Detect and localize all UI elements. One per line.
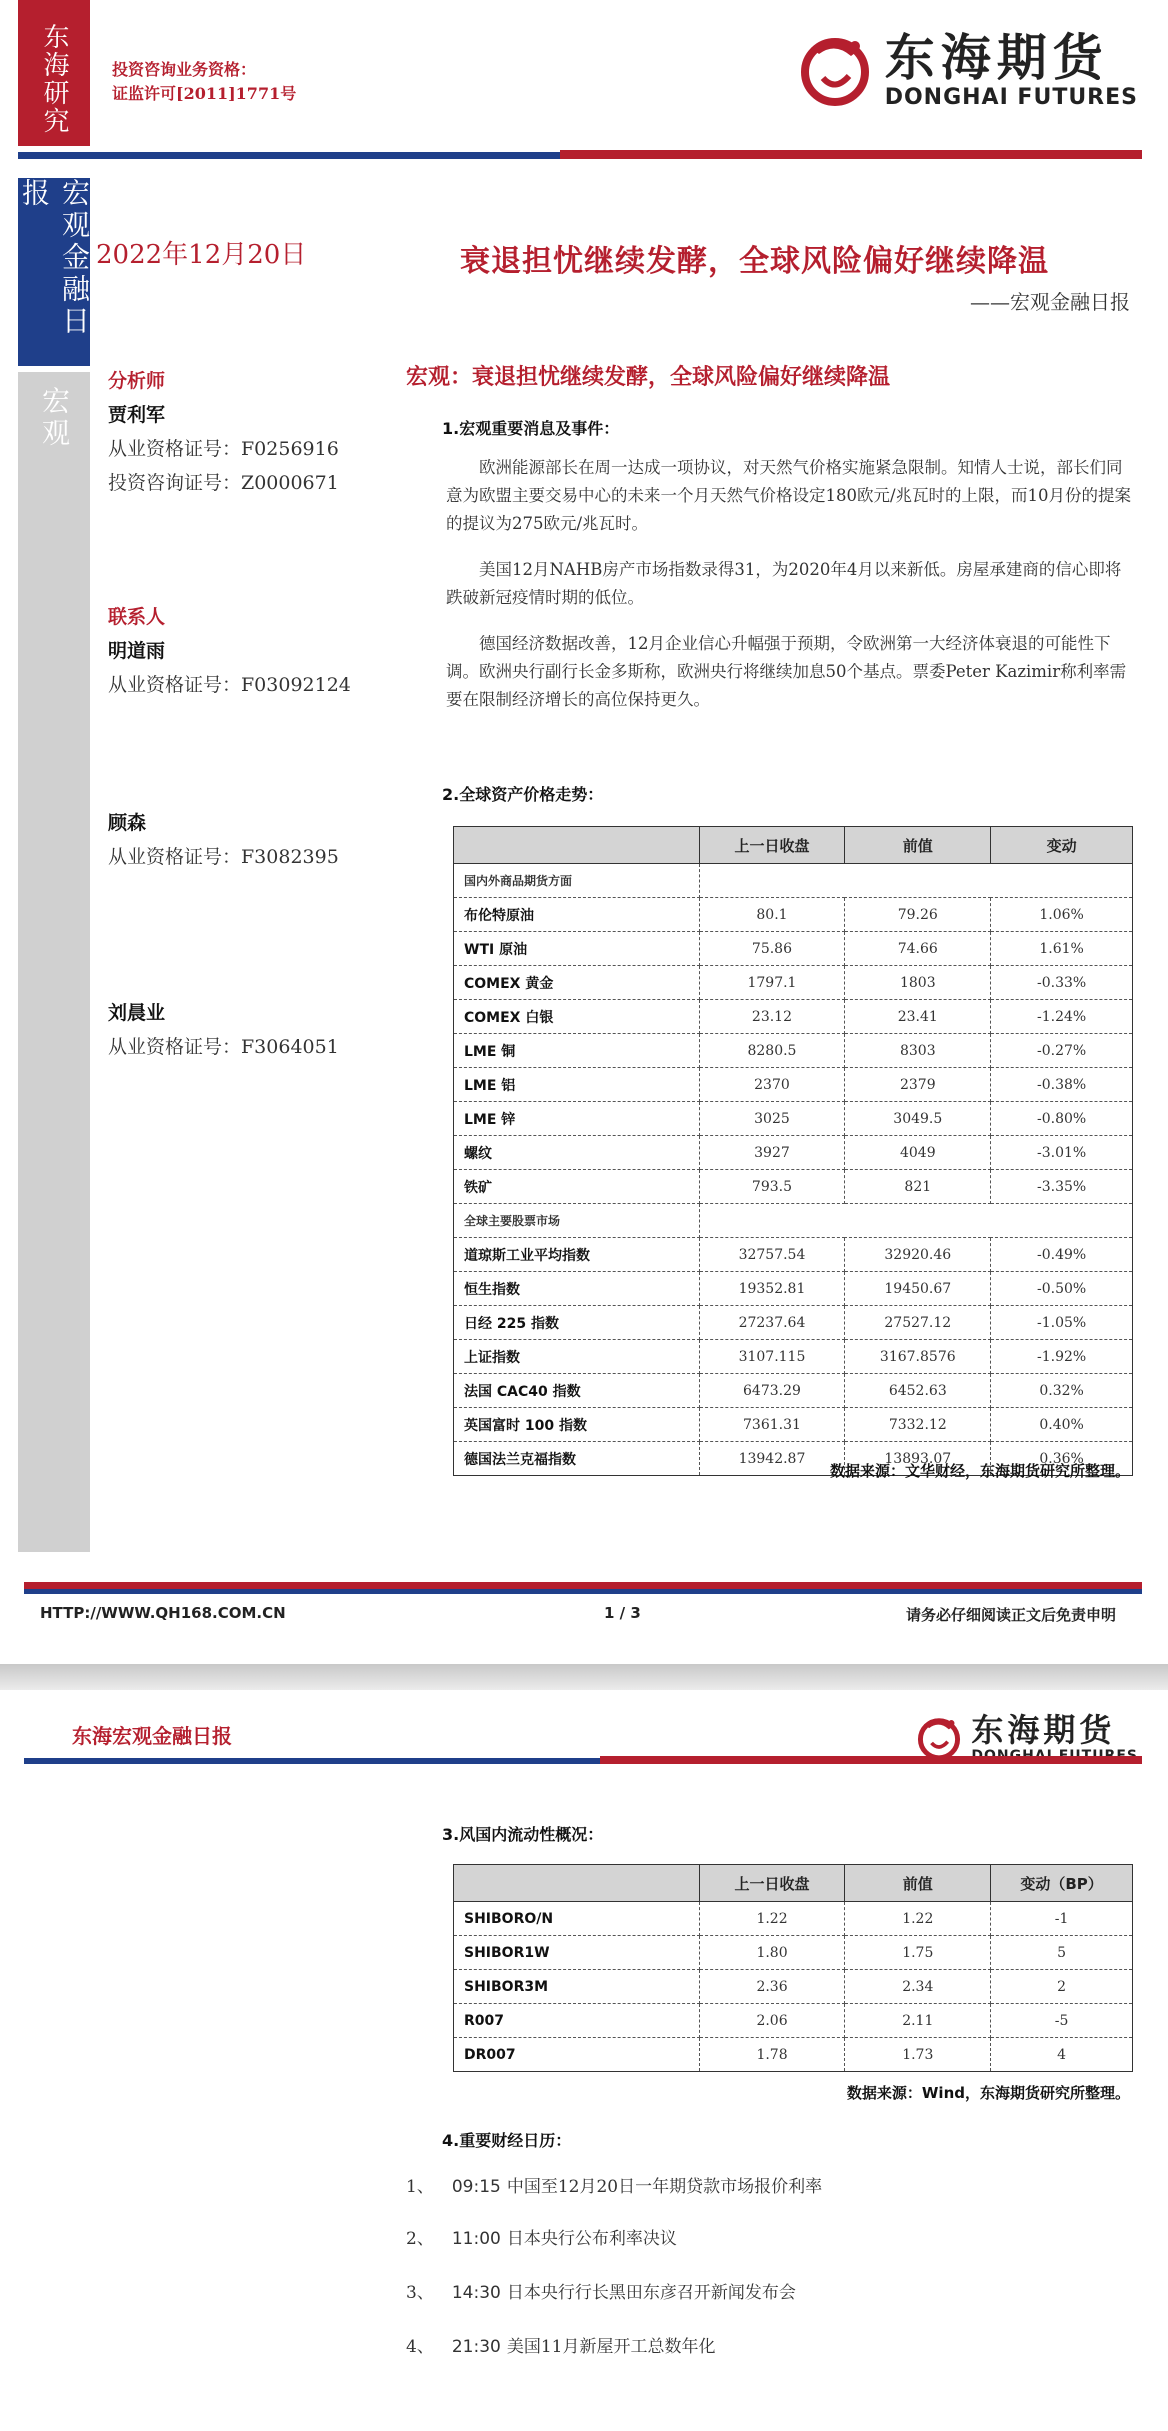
row-label: WTI 原油 (454, 932, 700, 966)
contact-2 (108, 806, 339, 874)
logo-cn: 东海期货 (884, 27, 1109, 87)
table-row (454, 2038, 1133, 2072)
analyst-cert: 从业资格证号：F0256916 (108, 438, 339, 460)
cell-value: 793.5 (699, 1170, 845, 1204)
license-info (112, 58, 296, 106)
analyst-cert: 投资咨询证号：Z0000671 (108, 472, 339, 494)
table-row (454, 1936, 1133, 1970)
cell-value: 27527.12 (845, 1306, 991, 1340)
cell-value: 8303 (845, 1034, 991, 1068)
prices-table (453, 826, 1133, 1476)
cell-value: -0.49% (991, 1238, 1133, 1272)
cell-value: -5 (991, 2004, 1133, 2038)
table-row (454, 1034, 1133, 1068)
cell-value: 1.78 (699, 2038, 845, 2072)
liquidity-table (453, 1864, 1133, 2072)
cell-value: -0.33% (991, 966, 1133, 1000)
footer-page-number: 1 / 3 (604, 1604, 641, 1622)
cell-value: 2.06 (699, 2004, 845, 2038)
cell-value: 32920.46 (845, 1238, 991, 1272)
column-header: 变动 (991, 827, 1133, 864)
row-label: 布伦特原油 (454, 898, 700, 932)
cell-value: 79.26 (845, 898, 991, 932)
license-line-2: 证监许可[2011]1771号 (112, 84, 297, 103)
cell-value: 19352.81 (699, 1272, 845, 1306)
table-row (454, 1970, 1133, 2004)
liquidity-source: 数据来源：Wind，东海期货研究所整理。 (846, 2084, 1130, 2102)
calendar-event: 日本央行公布利率决议 (506, 2229, 677, 2249)
cell-value: 4 (991, 2038, 1133, 2072)
calendar-num: 1、 (406, 2177, 434, 2197)
report-subtitle: ——宏观金融日报 (970, 290, 1130, 314)
license-line-1: 投资咨询业务资格： (112, 60, 257, 79)
table-row (454, 1374, 1133, 1408)
calendar-item (406, 2332, 715, 2357)
cell-value: 1.80 (699, 1936, 845, 1970)
contact-1 (108, 600, 351, 702)
row-label: SHIBORO/N (454, 1902, 700, 1936)
cell-value: -0.50% (991, 1272, 1133, 1306)
cell-value: 4049 (845, 1136, 991, 1170)
cell-value: 3049.5 (845, 1102, 991, 1136)
cell-value: 1803 (845, 966, 991, 1000)
calendar-event: 美国11月新屋开工总数年化 (506, 2337, 716, 2357)
dragon-logo-icon (793, 28, 877, 112)
table-row (454, 1136, 1133, 1170)
row-label: LME 铝 (454, 1068, 700, 1102)
contact-name: 顾森 (108, 812, 147, 834)
analyst-role: 分析师 (108, 370, 166, 392)
liquidity-heading: 3.风国内流动性概况： (442, 1825, 604, 1844)
calendar-item (406, 2224, 677, 2249)
cell-value: 80.1 (699, 898, 845, 932)
cell-value: 3025 (699, 1102, 845, 1136)
column-header: 前值 (845, 1865, 991, 1902)
cell-value: 821 (845, 1170, 991, 1204)
cell-value: 27237.64 (699, 1306, 845, 1340)
news-paragraph: 德国经济数据改善，12月企业信心升幅强于预期，令欧洲第一大经济体衰退的可能性下调。欧洲央行副行长金多斯称，欧洲央行将继续加息50个基点。票委Peter Kazimir称利率需要在限制经济增长的高位保持更久。 (446, 634, 1127, 709)
cell-value: -1.05% (991, 1306, 1133, 1340)
cell-value: 1.73 (845, 2038, 991, 2072)
row-label: R007 (454, 2004, 700, 2038)
contact-role: 联系人 (108, 606, 166, 628)
table-header-row (454, 1865, 1133, 1902)
group-label: 国内外商品期货方面 (454, 864, 700, 898)
report-date: 2022年12月20日 (96, 240, 307, 270)
table-header-row (454, 827, 1133, 864)
cell-value: -1.24% (991, 1000, 1133, 1034)
row-label: COMEX 黄金 (454, 966, 700, 1000)
sidebar-sub: 宏观 (38, 386, 71, 450)
table-row (454, 2004, 1133, 2038)
sidebar-panel (18, 372, 90, 1552)
row-label: 日经 225 指数 (454, 1306, 700, 1340)
news-paragraph: 美国12月NAHB房产市场指数录得31，为2020年4月以来新低。房屋承建商的信心即将跌破新冠疫情时期的低位。 (446, 560, 1122, 607)
cell-value: 1.22 (699, 1902, 845, 1936)
calendar-time: 11:00 (451, 2229, 501, 2249)
row-label: 德国法兰克福指数 (454, 1442, 700, 1476)
group-spacer (699, 1204, 1132, 1238)
cell-value: 0.36% (991, 1442, 1133, 1476)
cell-value: 1.06% (991, 898, 1133, 932)
row-label: 恒生指数 (454, 1272, 700, 1306)
cell-value: 19450.67 (845, 1272, 991, 1306)
column-header: 变动（BP） (991, 1865, 1133, 1902)
column-header: 上一日收盘 (699, 1865, 845, 1902)
table-row (454, 898, 1133, 932)
row-label: 铁矿 (454, 1170, 700, 1204)
footer-disclaimer: 请务必仔细阅读正文后免责申明 (905, 1606, 1116, 1624)
calendar-item (406, 2172, 822, 2197)
cell-value: 6452.63 (845, 1374, 991, 1408)
calendar-item (406, 2278, 796, 2303)
group-label: 全球主要股票市场 (454, 1204, 700, 1238)
footer-rule-red (24, 1582, 1142, 1589)
cell-value: 13942.87 (699, 1442, 845, 1476)
cell-value: 0.40% (991, 1408, 1133, 1442)
logo-en: DONGHAI FUTURES (884, 84, 1138, 110)
cell-value: 8280.5 (699, 1034, 845, 1068)
cell-value: 7361.31 (699, 1408, 845, 1442)
contact-cert: 从业资格证号：F3082395 (108, 846, 339, 868)
cell-value: -0.80% (991, 1102, 1133, 1136)
cell-value: 74.66 (845, 932, 991, 966)
table-group-row (454, 864, 1133, 898)
contact-cert: 从业资格证号：F3064051 (108, 1036, 339, 1058)
sidebar-category: 宏观金融日报 (18, 178, 90, 366)
row-label: DR007 (454, 2038, 700, 2072)
cell-value: -3.01% (991, 1136, 1133, 1170)
cell-value: 2.11 (845, 2004, 991, 2038)
cell-value: -3.35% (991, 1170, 1133, 1204)
brand-tab: 东海研究 (18, 0, 90, 146)
page2-rule-red (600, 1756, 1142, 1764)
calendar-num: 4、 (406, 2337, 434, 2357)
column-header: 上一日收盘 (699, 827, 845, 864)
row-label: COMEX 白银 (454, 1000, 700, 1034)
table-row (454, 932, 1133, 966)
analyst-name: 贾利军 (108, 404, 166, 426)
row-label: 上证指数 (454, 1340, 700, 1374)
cell-value: 7332.12 (845, 1408, 991, 1442)
column-header: 前值 (845, 827, 991, 864)
column-header (454, 827, 700, 864)
cell-value: 1.75 (845, 1936, 991, 1970)
donghai-logo (793, 28, 1138, 112)
row-label: LME 锌 (454, 1102, 700, 1136)
cell-value: 1.61% (991, 932, 1133, 966)
footer-rule-blue (24, 1589, 1142, 1594)
cell-value: 6473.29 (699, 1374, 845, 1408)
table-row (454, 1408, 1133, 1442)
row-label: 道琼斯工业平均指数 (454, 1238, 700, 1272)
column-header (454, 1865, 700, 1902)
cell-value: 3927 (699, 1136, 845, 1170)
table-group-row (454, 1204, 1133, 1238)
news-heading: 1.宏观重要消息及事件： (442, 419, 620, 438)
table-row (454, 1068, 1133, 1102)
row-label: 英国富时 100 指数 (454, 1408, 700, 1442)
table-row (454, 1238, 1133, 1272)
cell-value: 23.12 (699, 1000, 845, 1034)
page2-title: 东海宏观金融日报 (72, 1724, 232, 1748)
cell-value: 3167.8576 (845, 1340, 991, 1374)
cell-value: 13893.07 (845, 1442, 991, 1476)
row-label: 螺纹 (454, 1136, 700, 1170)
analyst-1 (108, 364, 339, 500)
section-title: 宏观：衰退担忧继续发酵，全球风险偏好继续降温 (406, 364, 891, 390)
cell-value: 2379 (845, 1068, 991, 1102)
contact-3 (108, 996, 339, 1064)
calendar-time: 14:30 (451, 2283, 501, 2303)
table-row (454, 1272, 1133, 1306)
prices-heading: 2.全球资产价格走势： (442, 785, 604, 804)
row-label: 法国 CAC40 指数 (454, 1374, 700, 1408)
cell-value: 1797.1 (699, 966, 845, 1000)
cell-value: 5 (991, 1936, 1133, 1970)
calendar-time: 21:30 (451, 2337, 501, 2357)
cell-value: 2370 (699, 1068, 845, 1102)
cell-value: 2.36 (699, 1970, 845, 2004)
table-row (454, 966, 1133, 1000)
footer-url[interactable]: HTTP://WWW.QH168.COM.CN (40, 1604, 286, 1622)
calendar-heading: 4.重要财经日历： (442, 2131, 572, 2150)
contact-cert: 从业资格证号：F03092124 (108, 674, 351, 696)
cell-value: 23.41 (845, 1000, 991, 1034)
calendar-num: 2、 (406, 2229, 434, 2249)
table-row (454, 1340, 1133, 1374)
group-spacer (699, 864, 1132, 898)
calendar-event: 中国至12月20日一年期贷款市场报价利率 (506, 2177, 823, 2197)
cell-value: 0.32% (991, 1374, 1133, 1408)
calendar-event: 日本央行行长黑田东彦召开新闻发布会 (506, 2283, 796, 2303)
cell-value: -0.27% (991, 1034, 1133, 1068)
cell-value: 2.34 (845, 1970, 991, 2004)
header-rule-red (560, 150, 1142, 159)
cell-value: -1 (991, 1902, 1133, 1936)
row-label: SHIBOR3M (454, 1970, 700, 2004)
logo-cn: 东海期货 (971, 1711, 1116, 1749)
cell-value: 32757.54 (699, 1238, 845, 1272)
news-paragraph: 欧洲能源部长在周一达成一项协议，对天然气价格实施紧急限制。知情人士说，部长们同意为欧盟主要交易中心的未来一个月天然气价格设定180欧元/兆瓦时的上限，而10月份的提案的提议为275欧元/兆瓦时。 (446, 458, 1132, 533)
cell-value: -1.92% (991, 1340, 1133, 1374)
table-row (454, 1000, 1133, 1034)
cell-value: 2 (991, 1970, 1133, 2004)
table-row (454, 1902, 1133, 1936)
page-separator (0, 1664, 1168, 1690)
table-row (454, 1102, 1133, 1136)
row-label: SHIBOR1W (454, 1936, 700, 1970)
row-label: LME 铜 (454, 1034, 700, 1068)
contact-name: 明道雨 (108, 640, 166, 662)
table-row (454, 1170, 1133, 1204)
calendar-time: 09:15 (451, 2177, 501, 2197)
cell-value: 75.86 (699, 932, 845, 966)
cell-value: 3107.115 (699, 1340, 845, 1374)
calendar-num: 3、 (406, 2283, 434, 2303)
prices-source: 数据来源：文华财经，东海期货研究所整理。 (829, 1462, 1130, 1480)
table-row (454, 1306, 1133, 1340)
cell-value: 1.22 (845, 1902, 991, 1936)
report-title: 衰退担忧继续发酵，全球风险偏好继续降温 (460, 244, 1049, 279)
cell-value: -0.38% (991, 1068, 1133, 1102)
contact-name: 刘晨业 (108, 1002, 166, 1024)
